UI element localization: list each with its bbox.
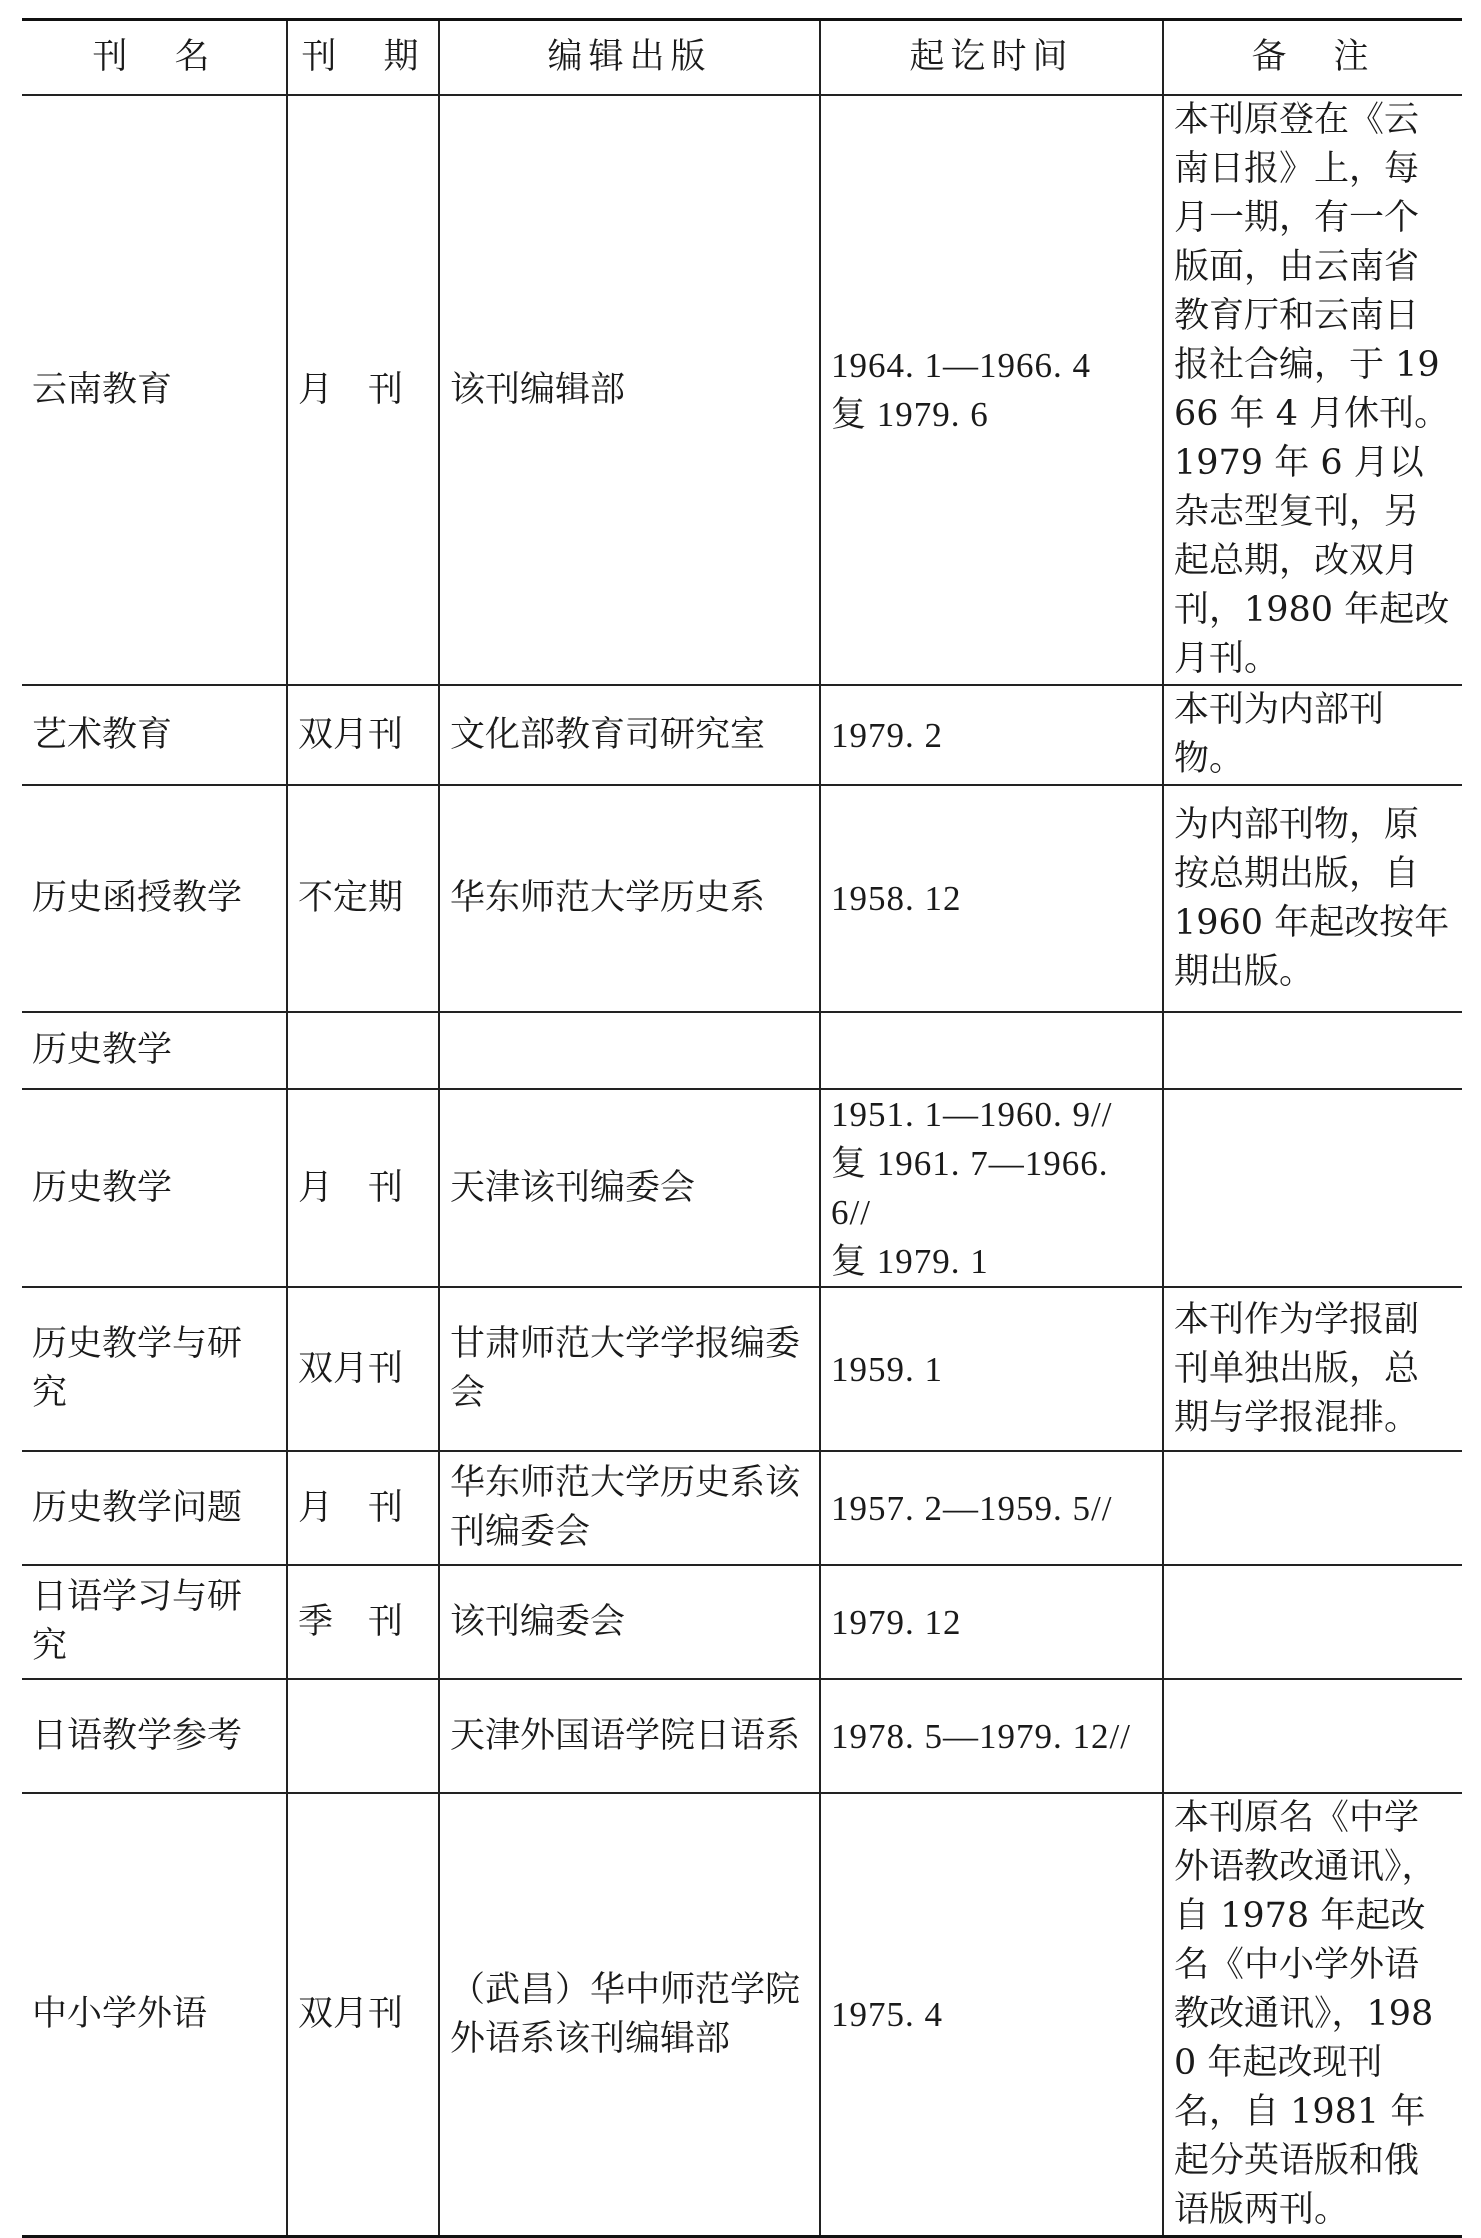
cell-period xyxy=(287,1679,439,1793)
cell-publisher: （武昌）华中师范学院外语系该刊编辑部 xyxy=(439,1793,820,2237)
cell-name: 日语教学参考 xyxy=(22,1679,287,1793)
table-row xyxy=(22,1089,1462,1287)
cell-remarks xyxy=(1163,1451,1462,1565)
header-dates: 起讫时间 xyxy=(820,20,1163,96)
cell-dates xyxy=(820,1012,1163,1089)
header-remarks: 备 注 xyxy=(1163,20,1462,96)
cell-period: 月 刊 xyxy=(287,1451,439,1565)
cell-period: 月 刊 xyxy=(287,95,439,685)
cell-publisher: 华东师范大学历史系 xyxy=(439,785,820,1012)
cell-name: 日语学习与研究 xyxy=(22,1565,287,1679)
cell-publisher: 该刊编委会 xyxy=(439,1565,820,1679)
header-publisher: 编辑出版 xyxy=(439,20,820,96)
cell-period: 双月刊 xyxy=(287,1287,439,1451)
cell-name: 历史教学 xyxy=(22,1089,287,1287)
cell-name: 艺术教育 xyxy=(22,685,287,785)
cell-dates: 1978. 5—1979. 12// xyxy=(820,1679,1163,1793)
cell-name: 云南教育 xyxy=(22,95,287,685)
table-row xyxy=(22,95,1462,685)
cell-name: 历史教学 xyxy=(22,1012,287,1089)
cell-remarks xyxy=(1163,1089,1462,1287)
cell-name: 中小学外语 xyxy=(22,1793,287,2237)
cell-remarks: 本刊为内部刊物。 xyxy=(1163,685,1462,785)
cell-dates: 1964. 1—1966. 4 复 1979. 6 xyxy=(820,95,1163,685)
cell-dates: 1957. 2—1959. 5// xyxy=(820,1451,1163,1565)
table-row xyxy=(22,1451,1462,1565)
cell-remarks: 为内部刊物，原按总期出版，自 1960 年起改按年期出版。 xyxy=(1163,785,1462,1012)
cell-name: 历史教学与研究 xyxy=(22,1287,287,1451)
cell-period: 月 刊 xyxy=(287,1089,439,1287)
cell-publisher xyxy=(439,1012,820,1089)
cell-remarks xyxy=(1163,1679,1462,1793)
cell-dates: 1959. 1 xyxy=(820,1287,1163,1451)
header-period: 刊 期 xyxy=(287,20,439,96)
cell-dates: 1958. 12 xyxy=(820,785,1163,1012)
cell-remarks: 本刊作为学报副刊单独出版，总期与学报混排。 xyxy=(1163,1287,1462,1451)
cell-remarks xyxy=(1163,1565,1462,1679)
cell-dates: 1979. 2 xyxy=(820,685,1163,785)
cell-remarks: 本刊原登在《云南日报》上，每月一期，有一个版面，由云南省教育厅和云南日报社合编，于 1966 年 4 月休刊。1979 年 6 月以杂志型复刊，另起总期，改双月刊，1980 年起改月刊。 xyxy=(1163,95,1462,685)
cell-publisher: 天津外国语学院日语系 xyxy=(439,1679,820,1793)
cell-period: 季 刊 xyxy=(287,1565,439,1679)
header-row xyxy=(22,20,1462,96)
cell-period xyxy=(287,1012,439,1089)
table-row xyxy=(22,785,1462,1012)
cell-period: 不定期 xyxy=(287,785,439,1012)
table-row xyxy=(22,1012,1462,1089)
cell-publisher: 甘肃师范大学学报编委会 xyxy=(439,1287,820,1451)
periodicals-table xyxy=(22,18,1462,2238)
table-row xyxy=(22,1793,1462,2237)
cell-publisher: 天津该刊编委会 xyxy=(439,1089,820,1287)
table-row xyxy=(22,1679,1462,1793)
cell-publisher: 文化部教育司研究室 xyxy=(439,685,820,785)
cell-remarks: 本刊原名《中学外语教改通讯》，自 1978 年起改名《中小学外语教改通讯》，1980 年起改现刊名，自 1981 年起分英语版和俄语版两刊。 xyxy=(1163,1793,1462,2237)
header-name: 刊 名 xyxy=(22,20,287,96)
table-row xyxy=(22,1287,1462,1451)
table-row xyxy=(22,1565,1462,1679)
cell-dates: 1951. 1—1960. 9// 复 1961. 7—1966. 6// 复 1979. 1 xyxy=(820,1089,1163,1287)
table-row xyxy=(22,685,1462,785)
cell-dates: 1975. 4 xyxy=(820,1793,1163,2237)
cell-period: 双月刊 xyxy=(287,685,439,785)
cell-publisher: 该刊编辑部 xyxy=(439,95,820,685)
cell-dates: 1979. 12 xyxy=(820,1565,1163,1679)
cell-name: 历史函授教学 xyxy=(22,785,287,1012)
cell-period: 双月刊 xyxy=(287,1793,439,2237)
cell-remarks xyxy=(1163,1012,1462,1089)
cell-name: 历史教学问题 xyxy=(22,1451,287,1565)
cell-publisher: 华东师范大学历史系该刊编委会 xyxy=(439,1451,820,1565)
